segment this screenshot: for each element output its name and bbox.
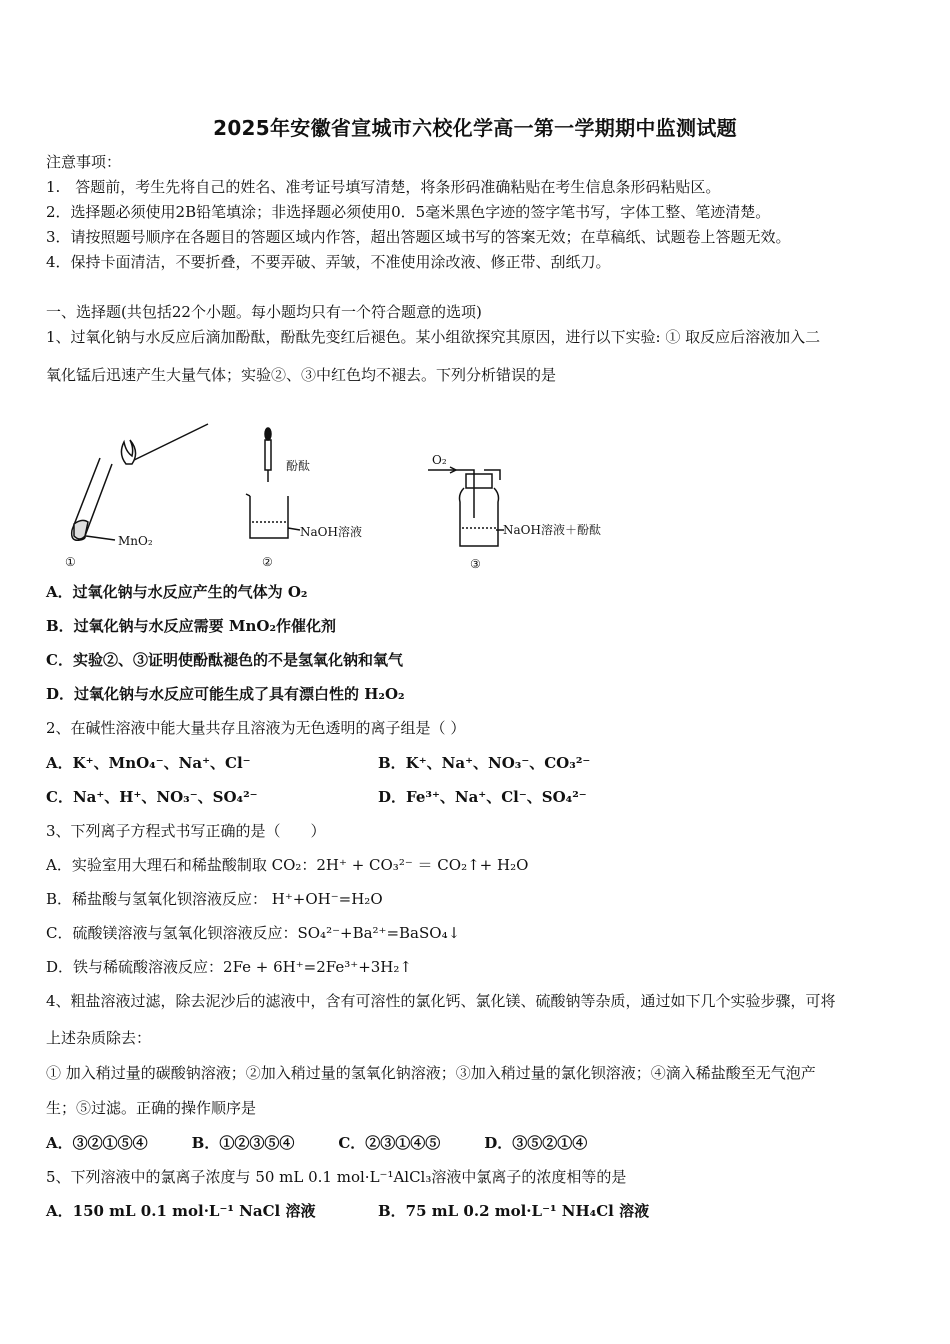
page-title: 2025年安徽省宣城市六校化学高一第一学期期中监测试题: [213, 116, 737, 140]
q1-option-d: D．过氧化钠与水反应可能生成了具有漂白性的 H₂O₂: [46, 685, 405, 703]
q1-option-a: A．过氧化钠与水反应产生的气体为 O₂: [46, 583, 308, 601]
beaker-apparatus: [246, 428, 300, 538]
q5-option-b: B．75 mL 0.2 mol·L⁻¹ NH₄Cl 溶液: [378, 1202, 650, 1220]
notice-item-4: 4．保持卡面清洁，不要折叠，不要弄破、弄皱，不准使用涂改液、修正带、刮纸刀。: [46, 253, 611, 271]
section-heading: 一、选择题(共包括22个小题。每小题均只有一个符合题意的选项): [46, 303, 482, 321]
q4-option-a: A．③②①⑤④: [46, 1134, 148, 1152]
naoh-label: NaOH溶液: [300, 525, 362, 539]
q2-option-a: A．K⁺、MnO₄⁻、Na⁺、Cl⁻: [46, 754, 251, 772]
q4-stem-line3: ① 加入稍过量的碳酸钠溶液；②加入稍过量的氢氧化钠溶液；③加入稍过量的氯化钡溶液；④滴入稀盐酸至无气泡产: [46, 1064, 816, 1082]
q4-stem-line2: 上述杂质除去：: [46, 1029, 152, 1047]
mno2-label: MnO₂: [118, 534, 153, 548]
q3-stem: 3、下列离子方程式书写正确的是（ ）: [46, 822, 326, 840]
q4-options: [46, 1133, 631, 1153]
phenol-label: 酚酞: [286, 459, 311, 473]
exp2-label: ②: [262, 555, 273, 569]
q2-option-b: B．K⁺、Na⁺、NO₃⁻、CO₃²⁻: [378, 754, 591, 772]
q2-option-c: C．Na⁺、H⁺、NO₃⁻、SO₄²⁻: [46, 788, 258, 806]
q3-option-c: C．硫酸镁溶液与氢氧化钡溶液反应：SO₄²⁻+Ba²⁺=BaSO₄↓: [46, 924, 461, 942]
q5-stem: 5、下列溶液中的氯离子浓度与 50 mL 0.1 mol·L⁻¹AlCl₃溶液中氯离子的浓度相等的是: [46, 1168, 627, 1186]
exp3-label: ③: [470, 557, 481, 571]
q1-option-c: C．实验②、③证明使酚酞褪色的不是氢氧化钠和氧气: [46, 651, 403, 669]
notice-item-1: 1. 答题前，考生先将自己的姓名、准考证号填写清楚，将条形码准确粘贴在考生信息条形码粘贴区。: [46, 178, 721, 196]
q1-stem-line1: 1、过氧化钠与水反应后滴加酚酞，酚酞先变红后褪色。某小组欲探究其原因，进行以下实验: ① 取反应后溶液加入二: [46, 328, 821, 346]
naoh-phenol-label: NaOH溶液＋酚酞: [503, 523, 601, 537]
experiment-figure: [60, 418, 620, 573]
q4-stem-line1: 4、粗盐溶液过滤，除去泥沙后的滤液中，含有可溶性的氯化钙、氯化镁、硫酸钠等杂质，通过如下几个实验步骤，可将: [46, 992, 836, 1010]
q2-option-d: D．Fe³⁺、Na⁺、Cl⁻、SO₄²⁻: [378, 788, 587, 806]
q4-stem-line4: 生；⑤过滤。正确的操作顺序是: [46, 1099, 257, 1117]
notice-heading: 注意事项：: [46, 153, 122, 171]
q4-option-c: C．②③①④⑤: [338, 1134, 441, 1152]
q4-option-d: D．③⑤②①④: [484, 1134, 588, 1152]
q3-option-d: D．铁与稀硫酸溶液反应：2Fe + 6H⁺=2Fe³⁺+3H₂↑: [46, 958, 412, 976]
q1-option-b: B．过氧化钠与水反应需要 MnO₂作催化剂: [46, 617, 337, 635]
gas-bottle-apparatus: [428, 467, 504, 546]
q3-option-a: A．实验室用大理石和稀盐酸制取 CO₂：2H⁺ + CO₃²⁻ ＝ CO₂↑+ H₂O: [46, 856, 529, 874]
q3-option-b: B．稀盐酸与氢氧化钡溶液反应： H⁺+OH⁻=H₂O: [46, 890, 383, 908]
notice-item-2: 2．选择题必须使用2B铅笔填涂；非选择题必须使用0．5毫米黑色字迹的签字笔书写，字体工整、笔迹清楚。: [46, 203, 771, 221]
exp1-label: ①: [65, 555, 76, 569]
test-tube-apparatus: [72, 424, 208, 540]
q5-option-a: A．150 mL 0.1 mol·L⁻¹ NaCl 溶液: [46, 1202, 316, 1220]
q4-option-b: B．①②③⑤④: [191, 1134, 295, 1152]
o2-label: O₂: [432, 453, 447, 467]
q2-stem: 2、在碱性溶液中能大量共存且溶液为无色透明的离子组是（ ）: [46, 719, 466, 737]
notice-item-3: 3．请按照题号顺序在各题目的答题区域内作答，超出答题区域书写的答案无效；在草稿纸、试题卷上答题无效。: [46, 228, 791, 246]
q1-stem-line2: 氧化锰后迅速产生大量气体；实验②、③中红色均不褪去。下列分析错误的是: [46, 366, 557, 384]
